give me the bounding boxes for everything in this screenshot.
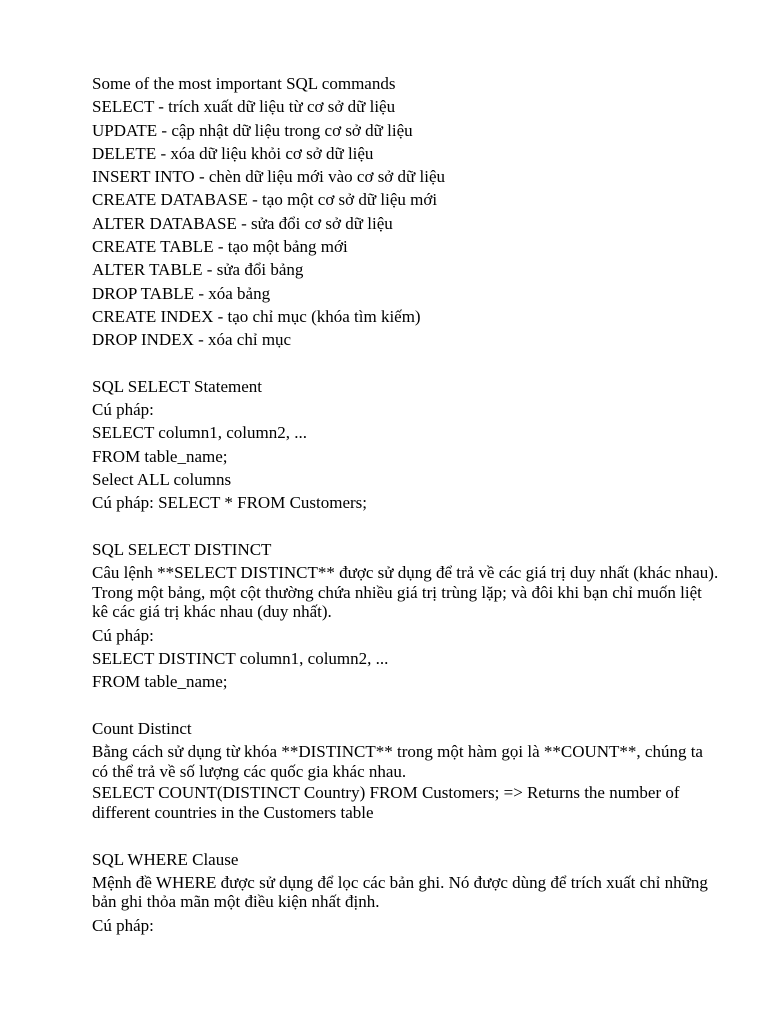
distinct-code-line: FROM table_name; [92, 672, 228, 692]
select-syntax-label: Cú pháp: [92, 400, 154, 420]
command-item: UPDATE - cập nhật dữ liệu trong cơ sở dữ liệu [92, 120, 413, 140]
select-all-syntax: Cú pháp: SELECT * FROM Customers; [92, 493, 368, 513]
select-all-label: Select ALL columns [92, 470, 232, 490]
section-spacer [92, 824, 720, 847]
select-code-line: FROM table_name; [92, 446, 228, 466]
command-item: DELETE - xóa dữ liệu khỏi cơ sở dữ liệu [92, 143, 374, 163]
select-heading: SQL SELECT Statement [92, 376, 262, 396]
commands-heading: Some of the most important SQL commands [92, 74, 396, 93]
where-description: Mệnh đề WHERE được sử dụng để lọc các bản ghi. Nó được dùng để trích xuất chỉ những bản ghi thỏa mãn một điều kiện nhất định. [92, 872, 708, 912]
where-heading: SQL WHERE Clause [92, 849, 239, 869]
count-description: Bằng cách sử dụng từ khóa **DISTINCT** trong một hàm gọi là **COUNT**, chúng ta có thể trả về số lượng các quốc gia khác nhau. [92, 742, 703, 781]
distinct-heading: SQL SELECT DISTINCT [92, 539, 272, 559]
command-item: CREATE DATABASE - tạo một cơ sở dữ liệu mới [92, 190, 438, 210]
distinct-syntax-label: Cú pháp: [92, 625, 154, 645]
command-item: ALTER TABLE - sửa đổi bảng [92, 260, 304, 280]
command-item: CREATE INDEX - tạo chỉ mục (khóa tìm kiếm) [92, 306, 421, 326]
command-item: ALTER DATABASE - sửa đổi cơ sở dữ liệu [92, 213, 393, 233]
section-spacer [92, 694, 720, 717]
distinct-description: Câu lệnh **SELECT DISTINCT** được sử dụng để trả về các giá trị duy nhất (khác nhau). Trong một bảng, một cột thường chứa nhiều giá trị trùng lặp; và đôi khi bạn chỉ muốn liệt kê các giá trị khác nhau (duy nhất). [92, 563, 719, 622]
section-spacer [92, 352, 720, 375]
where-syntax-label: Cú pháp: [92, 915, 154, 935]
count-heading: Count Distinct [92, 718, 192, 738]
command-item: INSERT INTO - chèn dữ liệu mới vào cơ sở dữ liệu [92, 167, 445, 187]
command-item: DROP INDEX - xóa chỉ mục [92, 330, 292, 350]
distinct-code-line: SELECT DISTINCT column1, column2, ... [92, 649, 389, 669]
command-item: CREATE TABLE - tạo một bảng mới [92, 237, 348, 257]
command-item: DROP TABLE - xóa bảng [92, 283, 271, 303]
count-example: SELECT COUNT(DISTINCT Country) FROM Customers; => Returns the number of different countries in the Customers table [92, 783, 680, 822]
document-page [92, 72, 720, 937]
section-spacer [92, 515, 720, 538]
command-item: SELECT - trích xuất dữ liệu từ cơ sở dữ liệu [92, 97, 396, 117]
select-code-line: SELECT column1, column2, ... [92, 423, 308, 443]
